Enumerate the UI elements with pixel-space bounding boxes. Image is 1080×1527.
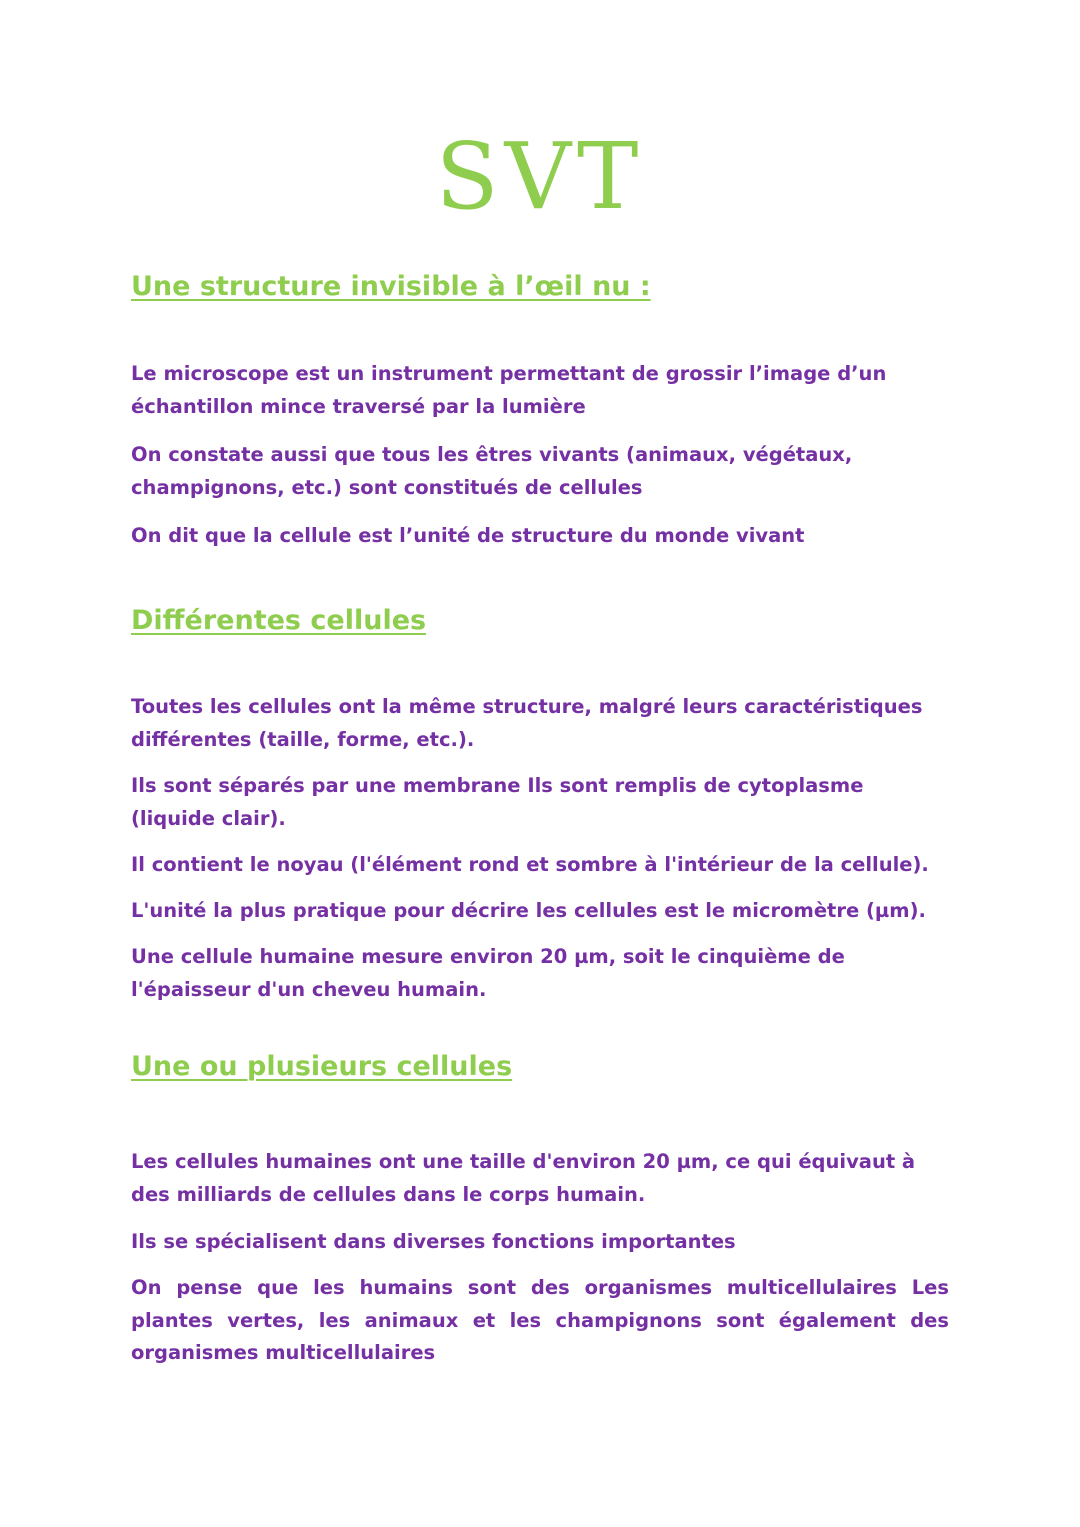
paragraph: Le microscope est un instrument permettant de grossir l’image d’un échantillon mince traversé par la lumière bbox=[131, 362, 887, 418]
section-heading-une-ou-plusieurs-cellules: Une ou plusieurs cellules bbox=[131, 1051, 513, 1082]
paragraph: Les cellules humaines ont une taille d'environ 20 µm, ce qui équivaut à des milliards de cellules dans le corps humain. bbox=[131, 1150, 916, 1206]
paragraph: Ils se spécialisent dans diverses fonctions importantes bbox=[131, 1230, 736, 1253]
section-heading-structure-invisible: Une structure invisible à l’œil nu : bbox=[131, 271, 651, 302]
paragraph: On dit que la cellule est l’unité de structure du monde vivant bbox=[131, 524, 805, 547]
paragraph: On pense que les humains sont des organismes multicellulaires Les plantes vertes, les animaux et les champignons sont également des organismes multicellulaires bbox=[131, 1276, 949, 1364]
section-heading-differentes-cellules: Différentes cellules bbox=[131, 605, 427, 636]
paragraph: Ils sont séparés par une membrane Ils sont remplis de cytoplasme (liquide clair). bbox=[131, 774, 864, 830]
document-title: SVT bbox=[435, 123, 645, 230]
paragraph: On constate aussi que tous les êtres vivants (animaux, végétaux, champignons, etc.) sont constitués de cellules bbox=[131, 443, 853, 499]
paragraph: L'unité la plus pratique pour décrire les cellules est le micromètre (µm). bbox=[131, 899, 926, 922]
paragraph: Toutes les cellules ont la même structure, malgré leurs caractéristiques différentes (taille, forme, etc.). bbox=[131, 695, 923, 751]
paragraph: Une cellule humaine mesure environ 20 µm, soit le cinquième de l'épaisseur d'un cheveu humain. bbox=[131, 945, 845, 1001]
paragraph: Il contient le noyau (l'élément rond et sombre à l'intérieur de la cellule). bbox=[131, 853, 929, 876]
